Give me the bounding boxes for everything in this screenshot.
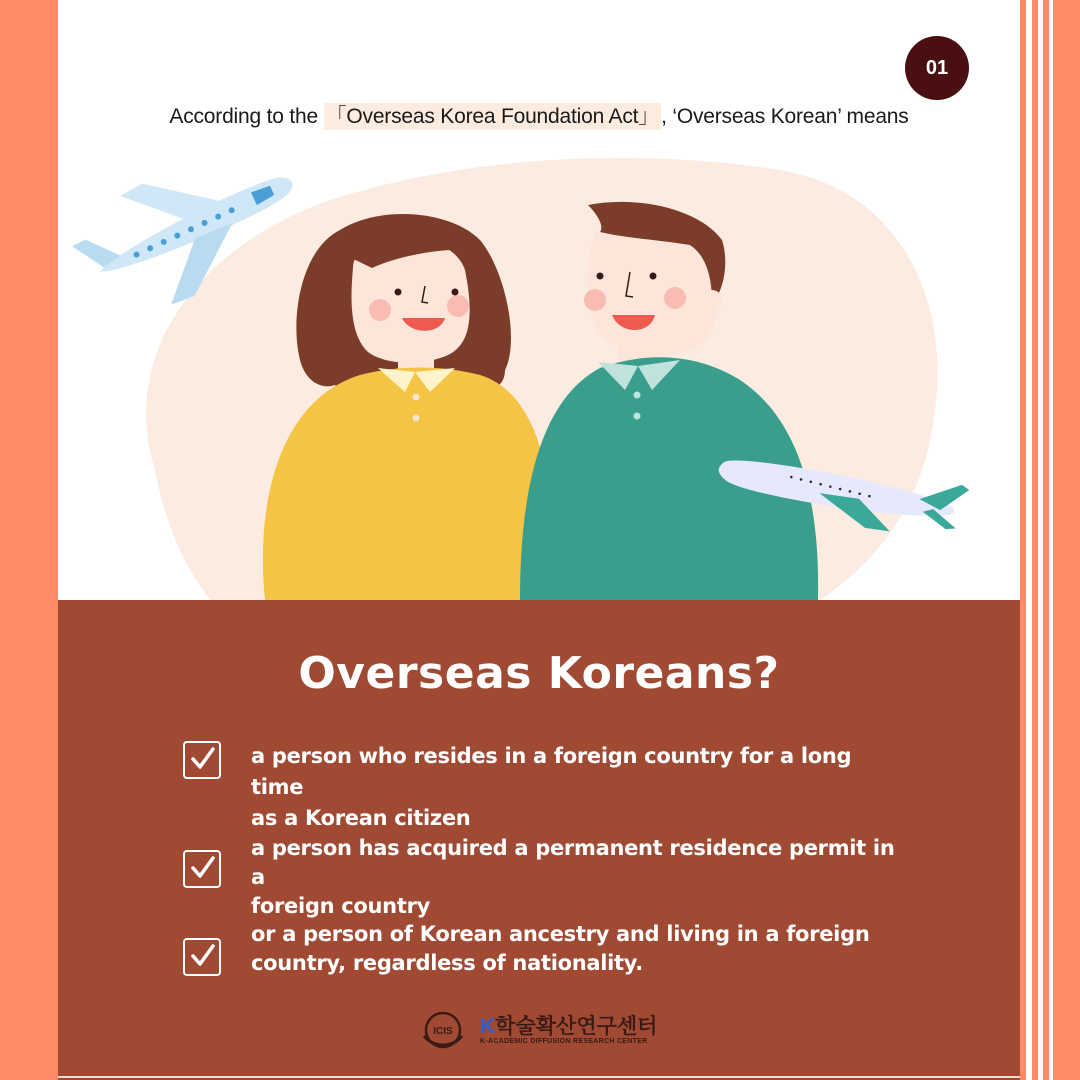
logo-name-english: K-ACADEMIC DIFFUSION RESEARCH CENTER (480, 1037, 648, 1045)
list-item (183, 834, 903, 921)
list-item-line: a person has acquired a permanent residence permit in a (251, 836, 895, 889)
list-item-line: or a person of Korean ancestry and living in a foreign (251, 922, 870, 946)
logo-text (480, 1016, 657, 1045)
list-item-line: as a Korean citizen (251, 806, 471, 830)
list-item (183, 741, 903, 834)
list-item-text (251, 834, 903, 921)
logo-k: K (480, 1014, 496, 1038)
intro-prefix: According to the (169, 105, 324, 128)
bottom-divider (58, 1076, 1020, 1078)
organization-logo (416, 1010, 657, 1050)
checkbox-checked-icon (183, 938, 221, 976)
logo-emblem-text: ICIS (433, 1026, 453, 1037)
list-item (183, 920, 903, 978)
checkbox-checked-icon (183, 741, 221, 779)
list-item-text (251, 920, 869, 978)
act-name-highlight: 「Overseas Korea Foundation Act」 (325, 105, 660, 128)
logo-name-korean (480, 1016, 657, 1038)
logo-name-ko: 학술확산연구센터 (495, 1014, 658, 1038)
intro-suffix: , ‘Overseas Korean’ means (661, 105, 909, 128)
list-item-line: a person who resides in a foreign country for a long time (251, 744, 852, 799)
list-item-line: country, regardless of nationality. (251, 951, 643, 975)
logo-emblem-icon (416, 1010, 470, 1050)
checkbox-checked-icon (183, 850, 221, 888)
page-number: 01 (925, 56, 949, 79)
main-title: Overseas Koreans? (298, 648, 780, 699)
list-item-text (251, 741, 903, 834)
list-item-line: foreign country (251, 894, 431, 918)
